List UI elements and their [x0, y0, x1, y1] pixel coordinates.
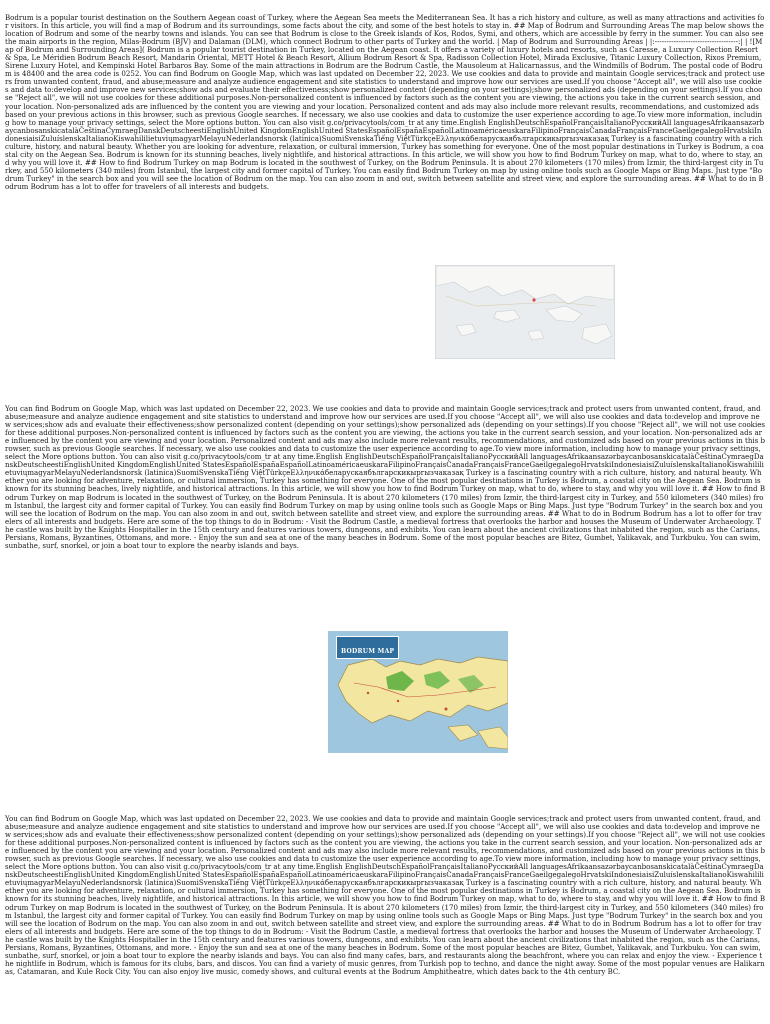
- bodrum-peninsula-map: [328, 631, 508, 753]
- article-paragraph-1: Bodrum is a popular tourist destination on the Southern Aegean coast of Turkey, where the Aegean Sea meets the Mediterranean Sea. It has a rich history and culture, as well as many attractions and activities for visitors. In this article, you will find a map of Bodrum and its surroundings, some facts about the city, and some of the best hotels to stay in. ## Map of Bodrum and Surrounding Areas The map below shows the location of Bodrum and some of the nearby towns and islands. You can see that Bodrum is close to the Greek islands of Kos, Rodos, Symi, and others, which are accessible by ferry in the summer. You can also see the main airports in the region, Milas-Bodrum (BJV) and Dalaman (DLM), which connect Bodrum to other parts of Turkey and the world. | Map of Bodrum and Surrounding Areas | |:-----------------------------------:| | ![Map of Bodrum and Surrounding Areas]( Bodrum is a popular tourist destination in Turkey, located on the Aegean coast. It offers a variety of luxury hotels and resorts, such as Caresse, a Luxury Collection Resort & Spa, Le Méridien Bodrum Beach Resort, Mandarin Oriental, METT Hotel & Beach Resort, Allium Bodrum Resort & Spa, Radisson Collection Hotel, Mirada Exclusive, Titanic Luxury Collection, Rixos Premium, Sirene Luxury Hotel, and Kempinski Hotel Barbaros Bay. Some of the main attractions in Bodrum are the Bodrum Castle, the Mausoleum at Halicarnassus, and the Windmills of Bodrum. The postal code of Bodrum is 48400 and the area code is 0252. You can find Bodrum on Google Map, which was last updated on December 22, 2023. We use cookies and data to provide and maintain Google services;track and protect users from unwanted content, fraud, and abuse;measure and analyze audience engagement and site statistics to understand and improve how our services are used.If you choose "Accept all", we will also use cookies and data to:develop and improve new services;show ads and evaluate their effectiveness;show personalized content (depending on your settings);show personalized ads (depending on your settings).If you choose "Reject all", we will not use cookies for these additional purposes.Non-personalized content is influenced by factors such as the content you are viewing, the actions you take in the current search session, and your location. Non-personalized ads are influenced by the content you are viewing and your location. Personalized content and ads may also include more relevant results, recommendations, and customized ads based on your previous actions in this browser, such as previous Google searches. If necessary, we also use cookies and data to customize the user experience according to age.To view more information, including how to manage your privacy settings, select the More options button. You can also visit g.co/privacytools/com_tr at any time.English EnglishDeutschEspañolFrançaisItalianoPусскийAll languagesAfrikaansazərbaycanbosanskicatalàČeštinaCymraegDanskDeutscheestiEnglishUnited KingdomEnglishUnited StatesEspañolEspañaEspañolLatinoaméricaeuskaraFilipinoFrançaisCanadaFrançaisFranceGaeilgegalegoHrvatskiIndonesiaisiZuluíslenskaItalianoKiswahililietuviųmagyarMelayuNederlandsnorsk (latinica)SuomiSvenskaTiếng ViệtTürkçeΕλληνικάбеларускаябългарскикыргызчаказақ Turkey is a fascinating country with a rich culture, history, and natural beauty. Whether you are looking for adventure, relaxation, or cultural immersion, Turkey has something for everyone. One of the most popular destinations in Turkey is Bodrum, a coastal city on the Aegean Sea. Bodrum is known for its stunning beaches, lively nightlife, and historical attractions. In this article, we will show you how to find Bodrum Turkey on map, what to do, where to stay, and why you will love it. ## How to find Bodrum Turkey on map Bodrum is located in the southwest of Turkey, on the Bodrum Peninsula. It is about 270 kilometers (170 miles) from Izmir, the third-largest city in Turkey, and 550 kilometers (340 miles) from Istanbul, the largest city and former capital of Turkey. You can easily find Bodrum Turkey on map by using online tools such as Google Maps or Bing Maps. Just type "Bodrum Turkey" in the search box and you will see the location of Bodrum on the map. You can also zoom in and out, switch between satellite and street view, and explore the surrounding areas. ## What to do in Bodrum Bodrum has a lot to offer for travelers of all interests and budgets.: [5, 14, 765, 191]
- map-title-box: [336, 636, 399, 659]
- region-map-graphic: [436, 266, 614, 358]
- bodrum-region-map-thumbnail: [435, 265, 615, 359]
- article-paragraph-3: You can find Bodrum on Google Map, which was last updated on December 22, 2023. We use cookies and data to provide and maintain Google services;track and protect users from unwanted content, fraud, and abuse;measure and analyze audience engagement and site statistics to understand and improve how our services are used.If you choose "Accept all", we will also use cookies and data to:develop and improve new services;show ads and evaluate their effectiveness;show personalized content (depending on your settings);show personalized ads (depending on your settings).If you choose "Reject all", we will not use cookies for these additional purposes.Non-personalized content is influenced by factors such as the content you are viewing, the actions you take in the current search session, and your location. Non-personalized ads are influenced by the content you are viewing and your location. Personalized content and ads may also include more relevant results, recommendations, and customized ads based on your previous actions in this browser, such as previous Google searches. If necessary, we also use cookies and data to customize the user experience according to age.To view more information, including how to manage your privacy settings, select the More options button. You can also visit g.co/privacytools/com_tr at any time.English EnglishDeutschEspañolFrançaisItalianoPусскийAll languagesAfrikaansazərbaycanbosanskicatalàČeštinaCymraegDanskDeutscheestiEnglishUnited KingdomEnglishUnited StatesEspañolEspañaEspañolLatinoaméricaeuskaraFilipinoFrançaisCanadaFrançaisFranceGaeilgegalegoHrvatskiIndonesiaisiZuluíslenskaItalianoKiswahililietuviųmagyarMelayuNederlandsnorsk (latinica)SuomiSvenskaTiếng ViệtTürkçeΕλληνικάбеларускаябългарскикыргызчаказақ Turkey is a fascinating country with a rich culture, history, and natural beauty. Whether you are looking for adventure, relaxation, or cultural immersion, Turkey has something for everyone. One of the most popular destinations in Turkey is Bodrum, a coastal city on the Aegean Sea. Bodrum is known for its stunning beaches, lively nightlife, and historical attractions. In this article, we will show you how to find Bodrum Turkey on map, what to do, where to stay, and why you will love it. ## How to find Bodrum Turkey on map Bodrum is located in the southwest of Turkey, on the Bodrum Peninsula. It is about 270 kilometers (170 miles) from Izmir, the third-largest city in Turkey, and 550 kilometers (340 miles) from Istanbul, the largest city and former capital of Turkey. You can easily find Bodrum Turkey on map by using online tools such as Google Maps or Bing Maps. Just type "Bodrum Turkey" in the search box and you will see the location of Bodrum on the map. You can also zoom in and out, switch between satellite and street view, and explore the surrounding areas. ## What to do in Bodrum Bodrum has a lot to offer for travelers of all interests and budgets. Here are some of the top things to do in Bodrum: - Visit the Bodrum Castle, a medieval fortress that overlooks the harbor and houses the Museum of Underwater Archaeology. The castle was built by the Knights Hospitaller in the 15th century and features various towers, dungeons, and exhibits. You can learn about the ancient civilizations that inhabited the region, such as the Carians, Persians, Romans, Byzantines, Ottomans, and more. - Enjoy the sun and sea at one of the many beaches in Bodrum. Some of the most popular beaches are Bitez, Gumbet, Yalikavak, and Turkbuku. You can swim, sunbathe, surf, snorkel, or join a boat tour to explore the nearby islands and bays. You can also find many cafes, bars, and restaurants along the beachfront, where you can relax and enjoy the view. - Experience the nightlife in Bodrum, which is famous for its clubs, bars, and discos. You can find a variety of music genres, from Turkish pop to techno, and dance the night away. Some of the most popular venues are Halikarnas, Catamaran, and Kule Rock City. You can also enjoy live music, comedy shows, and cultural events at the Bodrum Amphitheatre, which dates back to the 4th century BC.: [5, 815, 765, 976]
- article-paragraph-2: You can find Bodrum on Google Map, which was last updated on December 22, 2023. We use cookies and data to provide and maintain Google services;track and protect users from unwanted content, fraud, and abuse;measure and analyze audience engagement and site statistics to understand and improve how our services are used.If you choose "Accept all", we will also use cookies and data to:develop and improve new services;show ads and evaluate their effectiveness;show personalized content (depending on your settings);show personalized ads (depending on your settings).If you choose "Reject all", we will not use cookies for these additional purposes.Non-personalized content is influenced by factors such as the content you are viewing, the actions you take in the current search session, and your location. Non-personalized ads are influenced by the content you are viewing and your location. Personalized content and ads may also include more relevant results, recommendations, and customized ads based on your previous actions in this browser, such as previous Google searches. If necessary, we also use cookies and data to customize the user experience according to age.To view more information, including how to manage your privacy settings, select the More options button. You can also visit g.co/privacytools/com_tr at any time.English EnglishDeutschEspañolFrançaisItalianoPусскийAll languagesAfrikaansazərbaycanbosanskicatalàČeštinaCymraegDanskDeutscheestiEnglishUnited KingdomEnglishUnited StatesEspañolEspañaEspañolLatinoaméricaeuskaraFilipinoFrançaisCanadaFrançaisFranceGaeilgegalegoHrvatskiIndonesiaisiZuluíslenskaItalianoKiswahililietuviųmagyarMelayuNederlandsnorsk (latinica)SuomiSvenskaTiếng ViệtTürkçeΕλληνικάбеларускаябългарскикыргызчаказақ Turkey is a fascinating country with a rich culture, history, and natural beauty. Whether you are looking for adventure, relaxation, or cultural immersion, Turkey has something for everyone. One of the most popular destinations in Turkey is Bodrum, a coastal city on the Aegean Sea. Bodrum is known for its stunning beaches, lively nightlife, and historical attractions. In this article, we will show you how to find Bodrum Turkey on map, what to do, where to stay, and why you will love it. ## How to find Bodrum Turkey on map Bodrum is located in the southwest of Turkey, on the Bodrum Peninsula. It is about 270 kilometers (170 miles) from Izmir, the third-largest city in Turkey, and 550 kilometers (340 miles) from Istanbul, the largest city and former capital of Turkey. You can easily find Bodrum Turkey on map by using online tools such as Google Maps or Bing Maps. Just type "Bodrum Turkey" in the search box and you will see the location of Bodrum on the map. You can also zoom in and out, switch between satellite and street view, and explore the surrounding areas. ## What to do in Bodrum Bodrum has a lot to offer for travelers of all interests and budgets. Here are some of the top things to do in Bodrum: - Visit the Bodrum Castle, a medieval fortress that overlooks the harbor and houses the Museum of Underwater Archaeology. The castle was built by the Knights Hospitaller in the 15th century and features various towers, dungeons, and exhibits. You can learn about the ancient civilizations that inhabited the region, such as the Carians, Persians, Romans, Byzantines, Ottomans, and more. - Enjoy the sun and sea at one of the many beaches in Bodrum. Some of the most popular beaches are Bitez, Gumbet, Yalikavak, and Turkbuku. You can swim, sunbathe, surf, snorkel, or join a boat tour to explore the nearby islands and bays.: [5, 405, 765, 550]
- map-title: BODRUM MAP: [341, 648, 395, 655]
